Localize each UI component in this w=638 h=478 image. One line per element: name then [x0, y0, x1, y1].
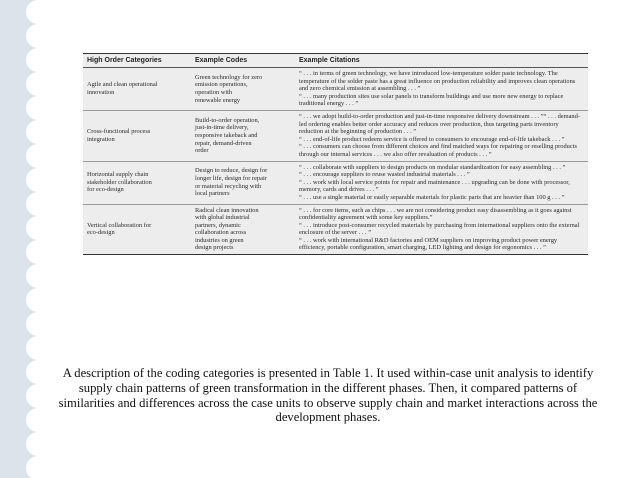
citation-quote: “ . . . for core items, such as chips . . . we are not considering product easy disassembling as it goes against confidentiality agreement with some key suppliers.” [299, 206, 572, 222]
citation-quote: “ . . . encourage suppliers to reuse wasted industrial materials . . . ” [299, 171, 470, 179]
scallop [26, 360, 38, 384]
table-row [83, 68, 588, 111]
category-cell: Agile and clean operational innovation [83, 68, 191, 111]
scallop [26, 432, 38, 456]
scallop [26, 48, 38, 72]
table-row [83, 204, 588, 255]
scallop [26, 0, 38, 24]
scalloped-edge [0, 0, 38, 478]
citation-quote: “ . . . work with local service points for repair and maintenance . . . upgrading can be done with processor, memory, cards and drives . . . ” [299, 178, 570, 194]
scallop [26, 240, 38, 264]
codes-cell: Build-to-order operation, just-in-time delivery, responsive takeback and repair, demand-driven order [191, 110, 295, 161]
header-categories: High Order Categories [83, 54, 191, 68]
citations-cell [295, 204, 588, 255]
scallop [26, 384, 38, 408]
left-decorative-band [0, 0, 38, 478]
codes-cell: Green technology for zero emission operations, operation with renewable energy [191, 68, 295, 111]
citation-quote: “ . . . work with international R&D factories and OEM suppliers on improving product power energy efficiency, portable configuration, smart charging, LED lighting and design for ergonomics . . . ” [299, 236, 558, 252]
codes-cell: Design to reduce, design for longer life, design for repair or material recycling with local partners [191, 161, 295, 204]
header-codes: Example Codes [191, 54, 295, 68]
scallop [26, 24, 38, 48]
table-row [83, 161, 588, 204]
scallop [26, 192, 38, 216]
scallop [26, 96, 38, 120]
codes-cell: Radical clean innovation with global industrial partners, dynamic collaboration across industries on green design projects [191, 204, 295, 255]
category-cell: Cross-functional process integration [83, 110, 191, 161]
citation-quote: “ . . . many production sites use solar panels to transform buildings and use more new energy to replace traditional energy . . . ” [299, 92, 564, 108]
citation-quote: “ . . . in terms of green technology, we have introduced low-temperature solder paste technology. The temperature of the solder paste has a great influence on production reliability and improves clean operations and zero chemical emission at assembling . . . ” [299, 70, 576, 93]
table-row [83, 110, 588, 161]
scallop [26, 408, 38, 432]
table-header-row [83, 54, 588, 68]
scallop [26, 120, 38, 144]
scallop [26, 168, 38, 192]
coding-table [83, 53, 588, 255]
scallop [26, 264, 38, 288]
citation-quote: “ . . . we adopt build-to-order production and just-in-time responsive delivery downstream . . . ”“ . . . demand-led ordering enables better order accuracy and reduces over production, thus targeting parts inventory reduction at the beginning of production . . . ” [299, 112, 580, 136]
scallop [26, 456, 38, 478]
header-citations: Example Citations [295, 54, 588, 68]
caption-paragraph: A description of the coding categories is presented in Table 1. It used within-case unit analysis to identify supply chain patterns of green transformation in the different phases. Then, it compared patterns of similarities and differences across the case units to observe supply chain and market interactions across the development phases. [58, 366, 598, 425]
citation-quote: “ . . . consumers can choose from different choices and find matched ways for repairing or reselling products through our internal services . . . we also offer revaluation of products . . . ” [299, 143, 577, 158]
scallop [26, 336, 38, 360]
citation-quote: “ . . . use a single material or easily separable materials for plastic parts that are heavier than 100 g . . . ” [299, 193, 565, 201]
scallop [26, 72, 38, 96]
citations-cell [295, 68, 588, 111]
scallop [26, 216, 38, 240]
citations-cell [295, 110, 588, 161]
citations-cell [295, 161, 588, 204]
citation-quote: “ . . . collaborate with suppliers to design products on modular standardization for easy assembling . . . ” [299, 163, 566, 171]
scallop [26, 144, 38, 168]
scallop [26, 312, 38, 336]
citation-quote: “ . . . introduce post-consumer recycled materials by purchasing from international suppliers onto the external enclosure of the server . . . ” [299, 221, 580, 237]
category-cell: Horizontal supply chain stakeholder collaboration for eco-design [83, 161, 191, 204]
category-cell: Vertical collaboration for eco-design [83, 204, 191, 255]
scallop [26, 288, 38, 312]
citation-quote: “ . . . end-of-life product redeem service is offered to consumers to encourage end-of-life takeback . . . ” [299, 135, 565, 143]
